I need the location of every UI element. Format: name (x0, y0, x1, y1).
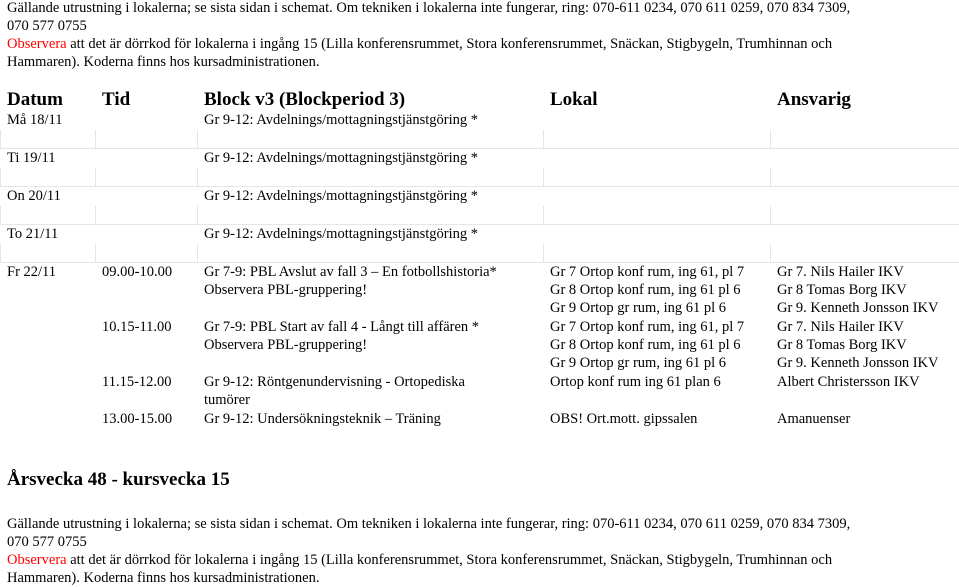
date-cell: On 20/11 (1, 187, 96, 206)
table-row (1, 130, 959, 149)
table-row (1, 206, 959, 225)
room-cell: Ortop konf rum ing 61 plan 6 (544, 373, 771, 410)
time-cell: 09.00-10.00 (96, 263, 198, 318)
notice-line (7, 35, 952, 53)
date-cell: Må 18/11 (1, 111, 96, 130)
activity-cell: Gr 9-12: Avdelnings/mottagningstjänstgöring * (198, 187, 544, 206)
activity-cell: Gr 9-12: Avdelnings/mottagningstjänstgöring * (198, 111, 544, 130)
responsible-cell (771, 149, 959, 168)
responsible-line: Gr 7. Nils Hailer IKV (777, 263, 959, 281)
room-line: Gr 9 Ortop gr rum, ing 61 pl 6 (550, 299, 770, 317)
table-row (1, 410, 959, 429)
room-cell (544, 225, 771, 244)
room-cell: OBS! Ort.mott. gipssalen (544, 410, 771, 429)
observe-word: Observera (7, 36, 67, 52)
activity-cell: Gr 9-12: Avdelnings/mottagningstjänstgöring * (198, 225, 544, 244)
room-cell (544, 149, 771, 168)
room-cell (544, 111, 771, 130)
room-cell (544, 318, 771, 373)
table-row (1, 149, 959, 168)
notice-text: att det är dörrkod för lokalerna i ingång 15 (Lilla konferensrummet, Stora konferensrummet, Snäckan, Stigbygeln, Trumhinnan och (67, 36, 833, 52)
table-row (1, 225, 959, 244)
header-ansvarig: Ansvarig (771, 89, 959, 111)
notice-line: 070 577 0755 (7, 17, 952, 35)
responsible-cell (771, 225, 959, 244)
activity-note: Observera PBL-gruppering! (204, 336, 543, 354)
time-cell: 11.15-12.00 (96, 373, 198, 410)
notice-line: 070 577 0755 (7, 533, 952, 551)
room-cell (544, 187, 771, 206)
date-cell: Ti 19/11 (1, 149, 96, 168)
table-row (1, 187, 959, 206)
room-line: Gr 8 Ortop konf rum, ing 61 pl 6 (550, 281, 770, 299)
notice-line: Hammaren). Koderna finns hos kursadministrationen. (7, 53, 952, 71)
room-cell (544, 263, 771, 318)
notice-line: Gällande utrustning i lokalerna; se sista sidan i schemat. Om tekniken i lokalerna inte fungerar, ring: 070-611 0234, 070 611 0259, 070 834 7309, (7, 515, 952, 533)
activity-cell (198, 318, 544, 373)
notice-bottom (7, 515, 952, 587)
activity-title: Gr 7-9: PBL Start av fall 4 - Långt till affären * (204, 318, 543, 336)
room-line: Gr 8 Ortop konf rum, ing 61 pl 6 (550, 336, 770, 354)
responsible-line: Gr 8 Tomas Borg IKV (777, 336, 959, 354)
room-line: Gr 7 Ortop konf rum, ing 61, pl 7 (550, 263, 770, 281)
date-cell: Fr 22/11 (1, 263, 96, 318)
activity-note: Observera PBL-gruppering! (204, 281, 543, 299)
time-cell (96, 149, 198, 168)
responsible-cell (771, 263, 959, 318)
responsible-cell (771, 111, 959, 130)
table-row (1, 244, 959, 263)
time-cell: 13.00-15.00 (96, 410, 198, 429)
table-row (1, 111, 959, 130)
time-cell: 10.15-11.00 (96, 318, 198, 373)
responsible-cell (771, 187, 959, 206)
header-block: Block v3 (Blockperiod 3) (198, 89, 544, 111)
activity-title: Gr 7-9: PBL Avslut av fall 3 – En fotbollshistoria* (204, 263, 543, 281)
time-cell (96, 111, 198, 130)
header-datum: Datum (1, 89, 96, 111)
table-header-row (1, 89, 959, 111)
room-line: Gr 9 Ortop gr rum, ing 61 pl 6 (550, 354, 770, 372)
notice-line: Gällande utrustning i lokalerna; se sista sidan i schemat. Om tekniken i lokalerna inte fungerar, ring: 070-611 0234, 070 611 0259, 070 834 7309, (7, 0, 952, 17)
responsible-cell: Amanuenser (771, 410, 959, 429)
time-cell (96, 225, 198, 244)
observe-word: Observera (7, 552, 67, 568)
date-cell: To 21/11 (1, 225, 96, 244)
table-row (1, 263, 959, 318)
notice-line: Hammaren). Koderna finns hos kursadministrationen. (7, 569, 952, 587)
responsible-line: Gr 9. Kenneth Jonsson IKV (777, 299, 959, 317)
activity-cell (198, 263, 544, 318)
responsible-cell (771, 318, 959, 373)
table-row (1, 168, 959, 187)
week-heading: Årsvecka 48 - kursvecka 15 (7, 469, 230, 491)
table-row (1, 373, 959, 410)
activity-cell: Gr 9-12: Avdelnings/mottagningstjänstgöring * (198, 149, 544, 168)
activity-cell: Gr 9-12: Undersökningsteknik – Träning (198, 410, 544, 429)
notice-line (7, 551, 952, 569)
room-line: Gr 7 Ortop konf rum, ing 61, pl 7 (550, 318, 770, 336)
notice-top (7, 0, 952, 71)
responsible-line: Gr 7. Nils Hailer IKV (777, 318, 959, 336)
time-cell (96, 187, 198, 206)
notice-text: att det är dörrkod för lokalerna i ingång 15 (Lilla konferensrummet, Stora konferensrummet, Snäckan, Stigbygeln, Trumhinnan och (67, 552, 833, 568)
responsible-line: Gr 9. Kenneth Jonsson IKV (777, 354, 959, 372)
header-tid: Tid (96, 89, 198, 111)
responsible-cell: Albert Christersson IKV (771, 373, 959, 410)
header-lokal: Lokal (544, 89, 771, 111)
activity-title: Gr 9-12: Röntgenundervisning - Ortopediska (204, 373, 543, 391)
schedule-table (0, 88, 959, 429)
responsible-line: Gr 8 Tomas Borg IKV (777, 281, 959, 299)
activity-title-cont: tumörer (204, 391, 543, 409)
table-row (1, 318, 959, 373)
activity-cell (198, 373, 544, 410)
